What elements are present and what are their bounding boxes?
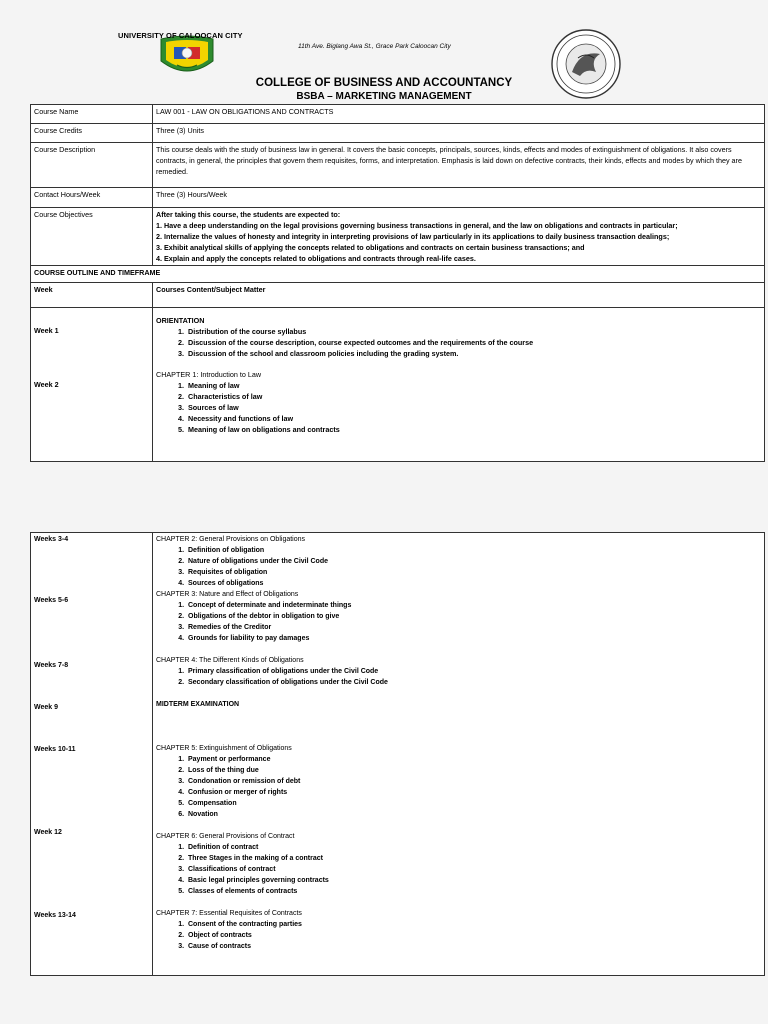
list-item: 1. Definition of contract xyxy=(186,842,761,853)
list-item: 2. Secondary classification of obligations under the Civil Code xyxy=(186,677,761,688)
content-column xyxy=(153,308,765,462)
list-item: 3. Condonation or remission of debt xyxy=(186,776,761,787)
week-label: Week 12 xyxy=(34,829,62,836)
list-item: 1. Consent of the contracting parties xyxy=(186,919,761,930)
objectives-intro: After taking this course, the students are expected to: xyxy=(156,210,341,219)
list-item: 2. Object of contracts xyxy=(186,930,761,941)
list-item: 5. Compensation xyxy=(186,798,761,809)
chapter-list xyxy=(156,380,761,435)
list-item: 3. Sources of law xyxy=(186,402,761,413)
week-label: Week 2 xyxy=(34,380,59,389)
week-label: Week 9 xyxy=(34,704,58,711)
content-header: Courses Content/Subject Matter xyxy=(153,283,765,308)
list-item: 3. Classifications of contract xyxy=(186,864,761,875)
program-title: BSBA – MARKETING MANAGEMENT xyxy=(296,91,472,102)
contact-hours-label: Contact Hours/Week xyxy=(31,188,153,208)
list-item: 4. Sources of obligations xyxy=(186,578,761,589)
chapter-title: CHAPTER 6: General Provisions of Contract xyxy=(156,833,295,840)
list-item: 1. Definition of obligation xyxy=(186,545,761,556)
list-item: 5. Classes of elements of contracts xyxy=(186,886,761,897)
chapter-title: CHAPTER 2: General Provisions on Obligations xyxy=(156,536,306,543)
list-item: 2. Nature of obligations under the Civil Code xyxy=(186,556,761,567)
table-row xyxy=(31,188,765,208)
midterm-label: MIDTERM EXAMINATION xyxy=(156,701,240,708)
objective-item: 2. Internalize the values of honesty and integrity in interpreting provisions of law particularly in its applications to daily business transaction dealings; xyxy=(156,232,670,241)
chapter-list xyxy=(156,666,761,688)
chapter-list xyxy=(156,600,761,644)
course-objectives xyxy=(153,208,765,266)
list-item: 1. Payment or performance xyxy=(186,754,761,765)
chapter-list xyxy=(156,919,761,952)
college-seal xyxy=(550,28,622,100)
objective-item: 1. Have a deep understanding on the legal provisions governing business transactions in general, and the law on obligations and contracts in particular; xyxy=(156,221,678,230)
table-row xyxy=(31,283,765,308)
content-column xyxy=(153,533,765,976)
chapter-title: CHAPTER 4: The Different Kinds of Obligations xyxy=(156,657,304,664)
outline-title: COURSE OUTLINE AND TIMEFRAME xyxy=(31,266,765,283)
table-row xyxy=(31,308,765,462)
syllabus-table-2 xyxy=(30,532,765,976)
list-item: 6. Novation xyxy=(186,809,761,820)
chapter-title: CHAPTER 3: Nature and Effect of Obligations xyxy=(156,591,299,598)
list-item: 1. Concept of determinate and indeterminate things xyxy=(186,600,761,611)
contact-hours: Three (3) Hours/Week xyxy=(153,188,765,208)
list-item: 4. Basic legal principles governing contracts xyxy=(186,875,761,886)
list-item: 3. Remedies of the Creditor xyxy=(186,622,761,633)
week-label: Weeks 7-8 xyxy=(34,662,69,669)
table-row xyxy=(31,105,765,124)
list-item: 3. Requisites of obligation xyxy=(186,567,761,578)
list-item: 2. Discussion of the course description, course expected outcomes and the requirements of the course xyxy=(186,337,761,348)
week-header: Week xyxy=(31,283,153,308)
table-row xyxy=(31,208,765,266)
course-credits: Three (3) Units xyxy=(153,124,765,143)
orientation-list xyxy=(156,326,761,359)
university-address: 11th Ave. Biglang Awa St., Grace Park Caloocan City xyxy=(298,43,451,50)
week-label: Week 1 xyxy=(34,326,59,335)
list-item: 4. Necessity and functions of law xyxy=(186,413,761,424)
list-item: 1. Distribution of the course syllabus xyxy=(186,326,761,337)
table-row xyxy=(31,533,765,976)
week-label: Weeks 10-11 xyxy=(34,746,76,753)
list-item: 2. Characteristics of law xyxy=(186,391,761,402)
chapter-title: CHAPTER 7: Essential Requisites of Contracts xyxy=(156,910,302,917)
list-item: 2. Loss of the thing due xyxy=(186,765,761,776)
university-name: UNIVERSITY OF CALOOCAN CITY xyxy=(118,31,243,40)
list-item: 2. Three Stages in the making of a contract xyxy=(186,853,761,864)
course-name: LAW 001 - LAW ON OBLIGATIONS AND CONTRACTS xyxy=(153,105,765,124)
list-item: 4. Grounds for liability to pay damages xyxy=(186,633,761,644)
table-row xyxy=(31,143,765,188)
chapter-list xyxy=(156,842,761,897)
objective-item: 3. Exhibit analytical skills of applying the concepts related to obligations and contracts on certain business transactions; and xyxy=(156,243,585,252)
university-logo xyxy=(157,35,217,79)
chapter-title: CHAPTER 1: Introduction to Law xyxy=(156,370,262,379)
chapter-list xyxy=(156,545,761,589)
list-item: 4. Confusion or merger of rights xyxy=(186,787,761,798)
objective-item: 4. Explain and apply the concepts related to obligations and contracts through real-life cases. xyxy=(156,254,476,263)
list-item: 1. Meaning of law xyxy=(186,380,761,391)
list-item: 3. Cause of contracts xyxy=(186,941,761,952)
week-label: Weeks 3-4 xyxy=(34,536,69,543)
course-credits-label: Course Credits xyxy=(31,124,153,143)
course-description: This course deals with the study of business law in general. It covers the basic concepts, principals, sources, kinds, effects and modes of extinguishment of obligations. It also covers contracts, in general, the principles that govern them requisites, forms, and interpretation. Emphasis is laid down on defective contracts, their kinds, effects and modes by which they are remedied. xyxy=(153,143,765,188)
syllabus-table-1 xyxy=(30,104,765,462)
week-column xyxy=(31,308,153,462)
list-item: 3. Discussion of the school and classroom policies including the grading system. xyxy=(186,348,761,359)
list-item: 1. Primary classification of obligations under the Civil Code xyxy=(186,666,761,677)
week-label: Weeks 5-6 xyxy=(34,597,69,604)
week-column xyxy=(31,533,153,976)
list-item: 2. Obligations of the debtor in obligation to give xyxy=(186,611,761,622)
course-name-label: Course Name xyxy=(31,105,153,124)
chapter-list xyxy=(156,754,761,820)
chapter-title: CHAPTER 5: Extinguishment of Obligations xyxy=(156,745,292,752)
week-label: Weeks 13-14 xyxy=(34,912,76,919)
course-objectives-label: Course Objectives xyxy=(31,208,153,266)
table-row xyxy=(31,124,765,143)
list-item: 5. Meaning of law on obligations and contracts xyxy=(186,424,761,435)
college-title: COLLEGE OF BUSINESS AND ACCOUNTANCY xyxy=(255,77,513,89)
orientation-title: ORIENTATION xyxy=(156,316,205,325)
table-row xyxy=(31,266,765,283)
course-description-label: Course Description xyxy=(31,143,153,188)
